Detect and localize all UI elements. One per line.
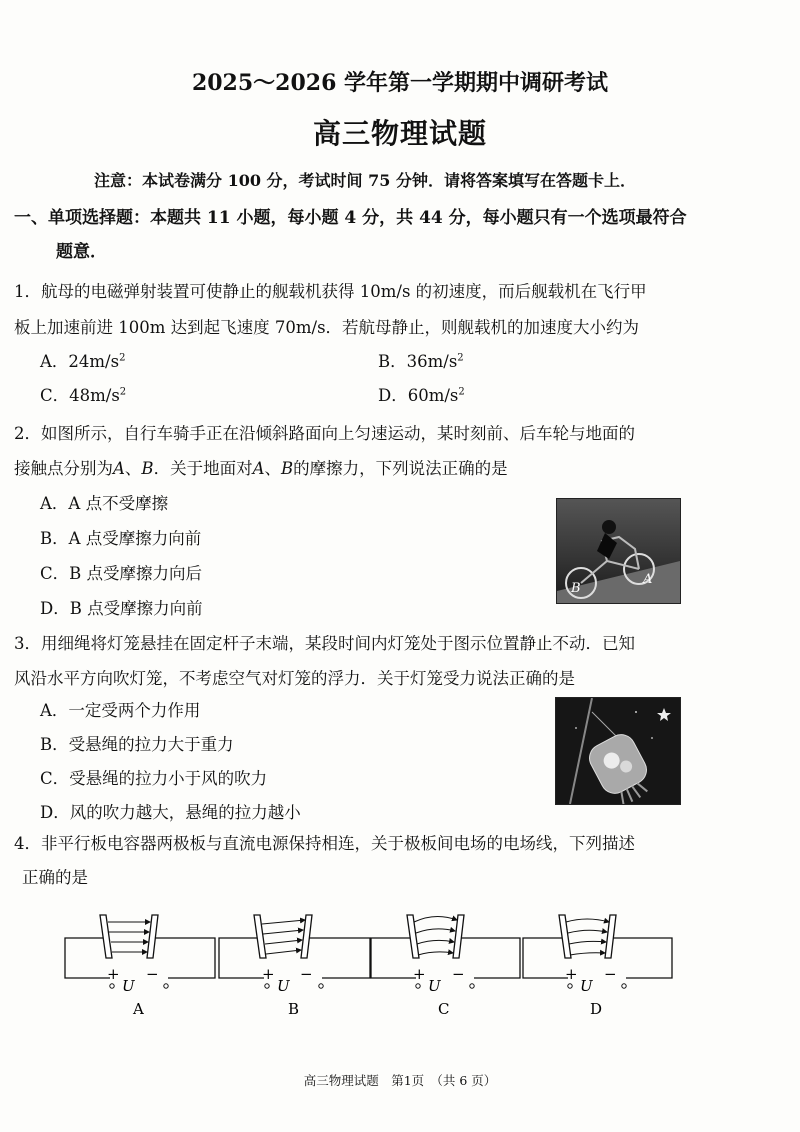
q1-option-c: C．$48m/s^2$ <box>40 386 127 405</box>
svg-text:+: + <box>262 965 275 983</box>
diagram-b <box>219 915 370 1018</box>
svg-text:−: − <box>452 965 465 983</box>
q2-option-a: A．A 点不受摩擦 <box>40 494 169 513</box>
diagram-c <box>371 915 520 1018</box>
q2-option-d: D．B 点受摩擦力向前 <box>40 599 203 618</box>
subject-title: 高三物理试题 <box>312 117 487 150</box>
q3-option-a: A．一定受两个力作用 <box>40 701 201 720</box>
q2-text-line2: 接触点分别为A、B．关于地面对A、B的摩擦力，下列说法正确的是 <box>14 459 508 478</box>
svg-text:U: U <box>122 977 135 995</box>
q3-text-line1: 3．用细绳将灯笼悬挂在固定杆子末端，某段时间内灯笼处于图示位置静止不动．已知 <box>14 634 635 653</box>
q1-option-d: D．$60m/s^2$ <box>378 386 465 405</box>
svg-text:−: − <box>604 965 617 983</box>
exam-notice: 注意：本试卷满分 100 分，考试时间 75 分钟．请将答案填写在答题卡上． <box>94 171 636 190</box>
diagram-d-label: D <box>590 1000 603 1018</box>
q1-text-line2: 板上加速前进 100m 达到起飞速度 70m/s．若航母静止，则舰载机的加速度大小约为 <box>14 318 640 337</box>
cyclist-photo <box>556 498 681 604</box>
diagram-c-label: C <box>438 1000 450 1018</box>
photo-label-a: A <box>643 572 653 587</box>
q2-text-line1: 2．如图所示，自行车骑手正在沿倾斜路面向上匀速运动，某时刻前、后车轮与地面的 <box>14 424 635 443</box>
svg-text:U: U <box>277 977 290 995</box>
svg-text:+: + <box>107 965 120 983</box>
exam-title: 2025～2026 学年第一学期期中调研考试 <box>191 70 609 96</box>
q3-option-b: B．受悬绳的拉力大于重力 <box>40 735 234 754</box>
section-heading-cont: 题意． <box>56 242 107 262</box>
svg-text:U: U <box>580 977 593 995</box>
svg-text:−: − <box>146 965 159 983</box>
q3-text-line2: 风沿水平方向吹灯笼，不考虑空气对灯笼的浮力．关于灯笼受力说法正确的是 <box>14 669 575 688</box>
svg-text:+: + <box>413 965 426 983</box>
capacitor-diagrams <box>0 900 800 1025</box>
diagram-a <box>65 915 215 1018</box>
q1-option-b: B．$36m/s^2$ <box>378 352 464 371</box>
svg-text:+: + <box>565 965 578 983</box>
svg-text:U: U <box>428 977 441 995</box>
diagram-b-label: B <box>288 1000 300 1018</box>
page-footer: 高三物理试题 第1页 （共 6 页） <box>303 1073 497 1088</box>
q1-option-a: A．$24m/s^2$ <box>40 352 126 371</box>
section-heading: 一、单项选择题：本题共 11 小题，每小题 4 分，共 44 分，每小题只有一个选项最符合 <box>14 208 687 228</box>
q1-text-line1: 1．航母的电磁弹射装置可使静止的舰载机获得 10m/s 的初速度，而后舰载机在飞行甲 <box>14 282 647 301</box>
svg-text:−: − <box>300 965 313 983</box>
q3-option-d: D．风的吹力越大，悬绳的拉力越小 <box>40 803 301 822</box>
q3-option-c: C．受悬绳的拉力小于风的吹力 <box>40 769 268 788</box>
q4-text-line2: 正确的是 <box>22 868 88 887</box>
q4-text-line1: 4．非平行板电容器两极板与直流电源保持相连，关于极板间电场的电场线，下列描述 <box>14 834 635 853</box>
diagram-d <box>523 915 672 1018</box>
lantern-photo <box>555 697 681 805</box>
q2-option-c: C．B 点受摩擦力向后 <box>40 564 202 583</box>
diagram-a-label: A <box>133 1000 144 1018</box>
photo-label-b: B <box>571 581 581 596</box>
q2-option-b: B．A 点受摩擦力向前 <box>40 529 202 548</box>
